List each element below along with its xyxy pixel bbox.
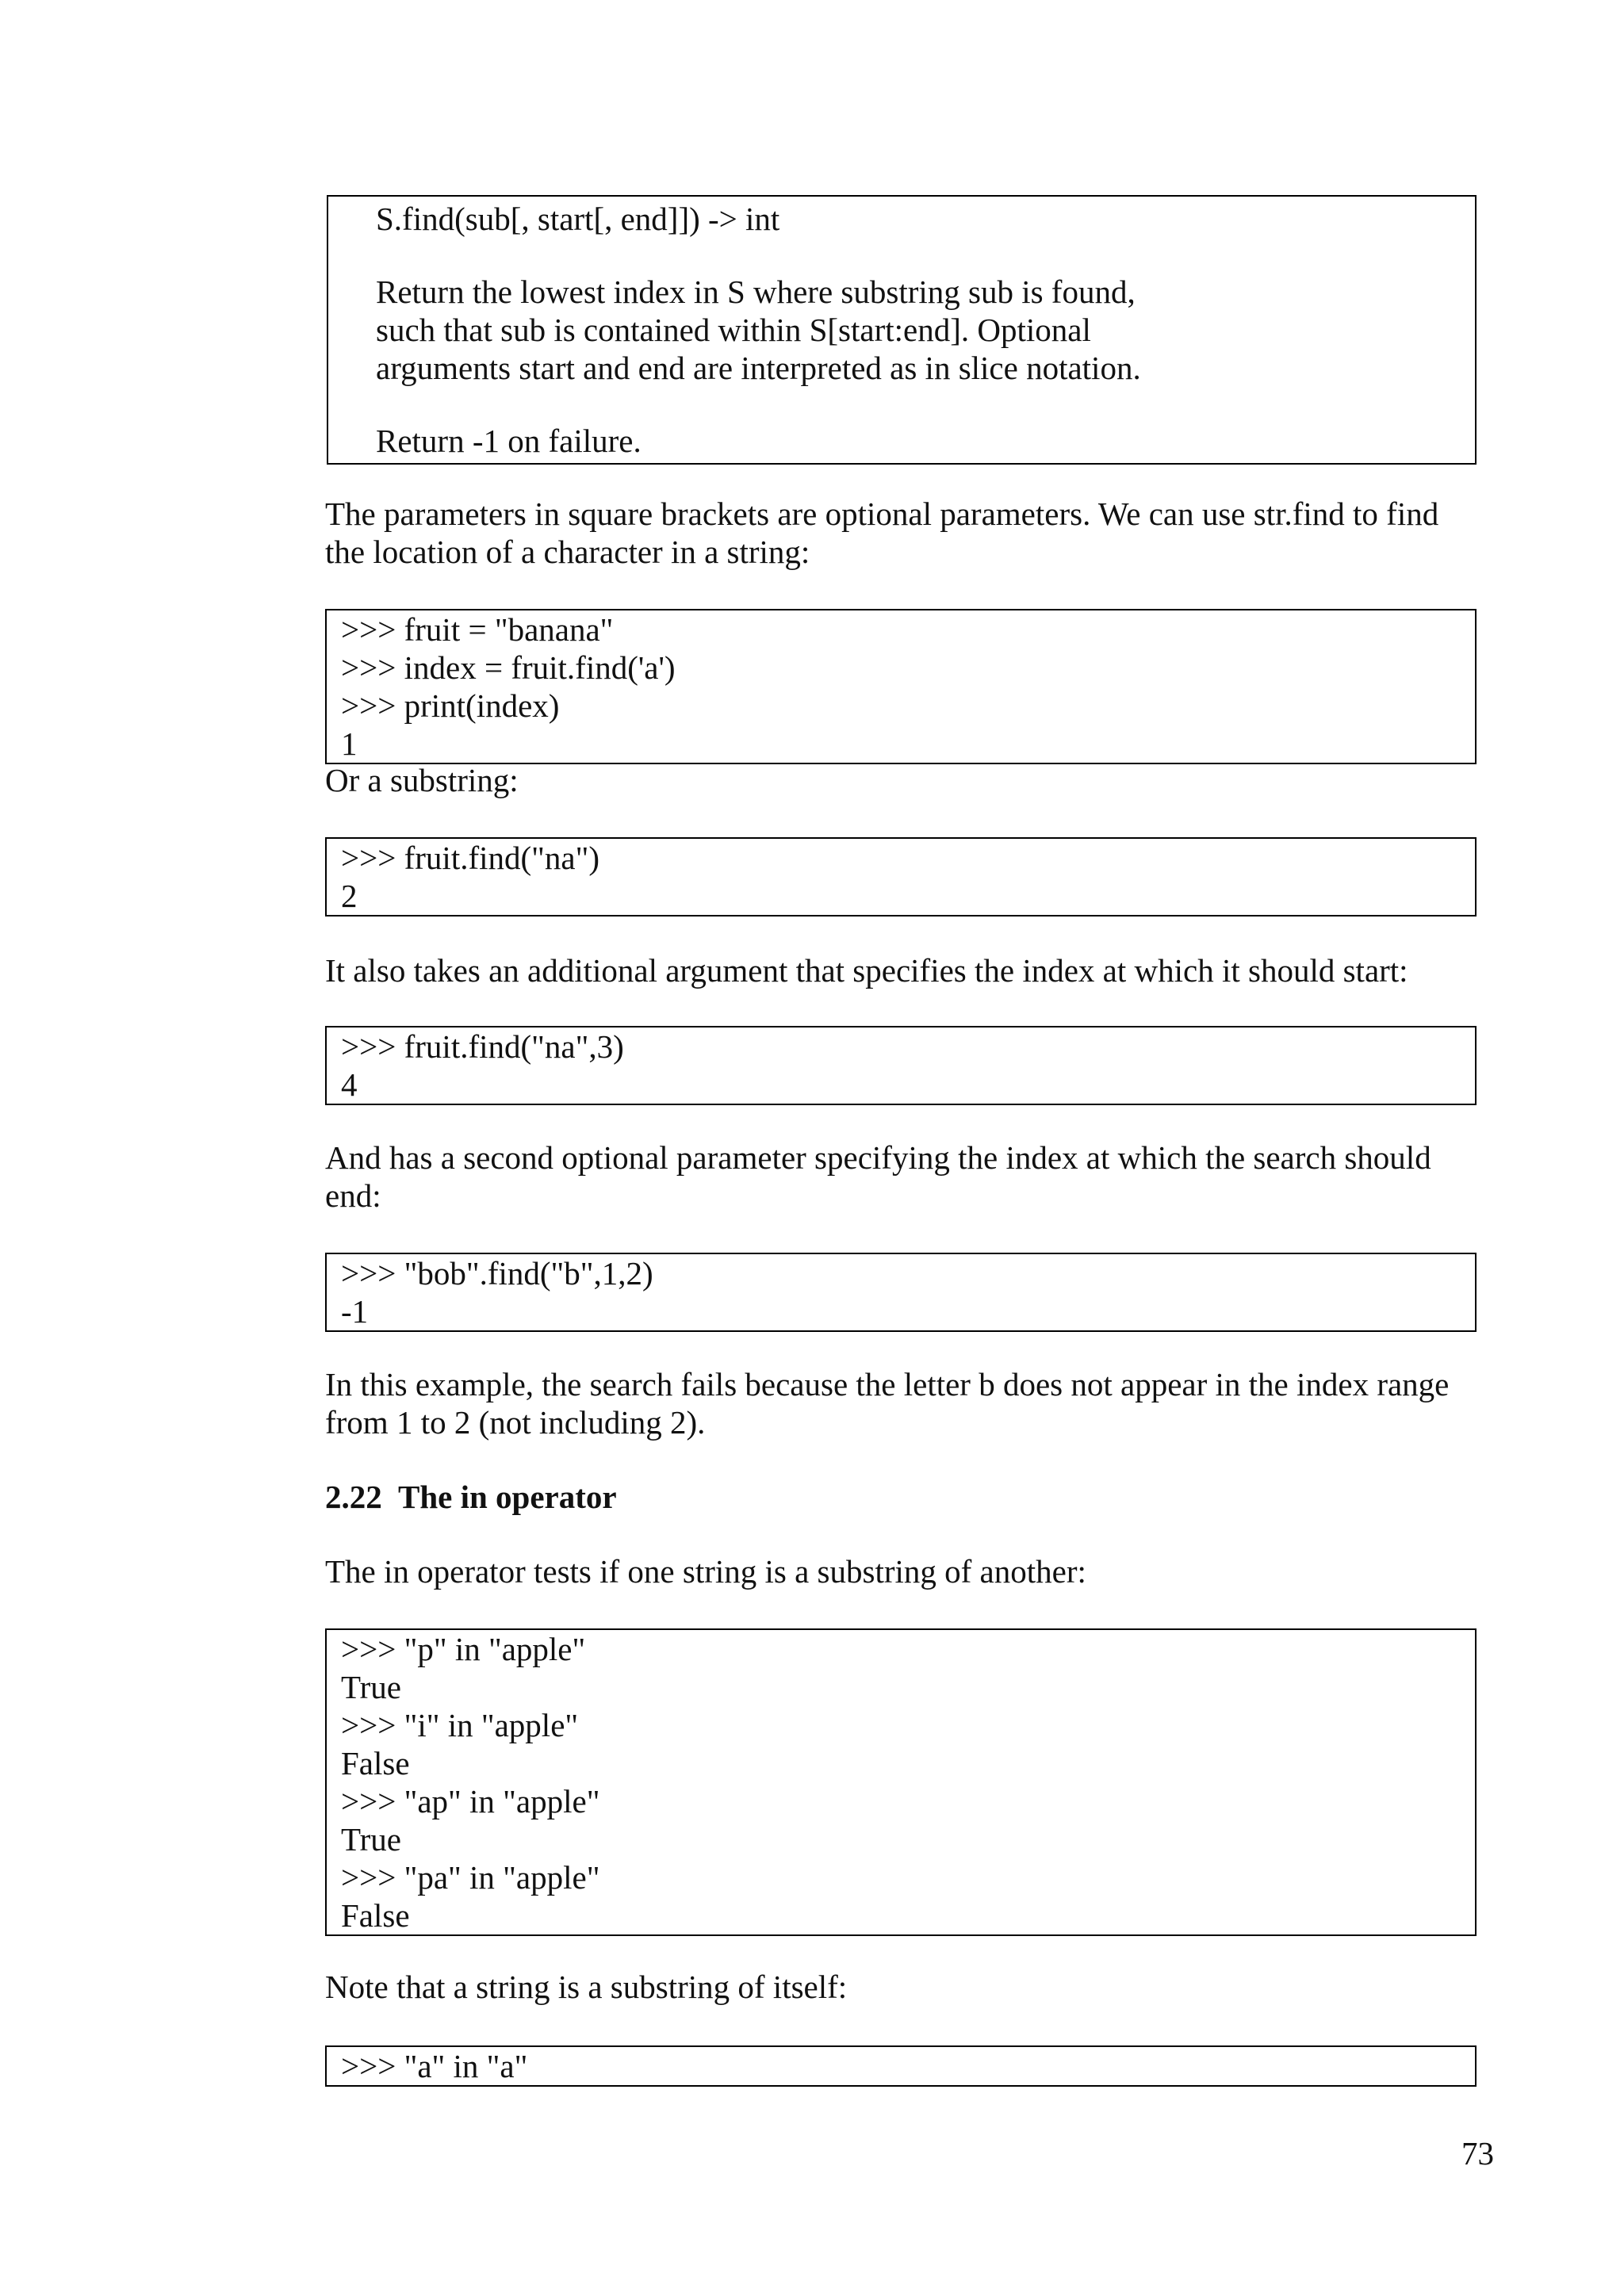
- code-line: 1: [341, 725, 358, 762]
- code-line: 4: [341, 1066, 358, 1103]
- paragraph: [325, 1138, 1483, 1215]
- paragraph-line: end:: [325, 1177, 381, 1214]
- code-line: 2: [341, 878, 358, 914]
- docstring-line: Return -1 on failure.: [376, 423, 642, 459]
- paragraph: [325, 495, 1483, 571]
- code-line: >>> index = fruit.find('a'): [341, 649, 676, 686]
- paragraph-line: And has a second optional parameter specifying the index at which the search should: [325, 1139, 1431, 1176]
- code-box: [325, 1026, 1477, 1105]
- code-line: >>> print(index): [341, 687, 560, 724]
- section-title: The in operator: [398, 1479, 617, 1515]
- docstring-line: such that sub is contained within S[start:end]. Optional: [376, 312, 1091, 348]
- code-line: False: [341, 1745, 410, 1781]
- code-line: >>> "ap" in "apple": [341, 1783, 600, 1820]
- code-line: >>> fruit.find("na"): [341, 840, 599, 876]
- code-box: [325, 609, 1477, 764]
- paragraph-line: from 1 to 2 (not including 2).: [325, 1404, 706, 1441]
- code-box: [325, 1628, 1477, 1936]
- paragraph: Note that a string is a substring of itself:: [325, 1969, 848, 2005]
- paragraph: [325, 1365, 1483, 1441]
- code-line: >>> "i" in "apple": [341, 1707, 579, 1743]
- docstring-line: arguments start and end are interpreted as in slice notation.: [376, 350, 1141, 386]
- code-box: [325, 1253, 1477, 1332]
- code-line: >>> "p" in "apple": [341, 1631, 586, 1667]
- code-box: [325, 2045, 1477, 2087]
- code-line: >>> "pa" in "apple": [341, 1859, 600, 1896]
- paragraph-line: the location of a character in a string:: [325, 534, 810, 570]
- section-heading: [325, 1478, 1483, 1516]
- code-line: >>> "bob".find("b",1,2): [341, 1255, 653, 1292]
- paragraph: Or a substring:: [325, 762, 519, 798]
- page-number: 73: [1461, 2135, 1494, 2172]
- code-line: False: [341, 1897, 410, 1934]
- code-line: -1: [341, 1293, 369, 1330]
- code-box: [325, 837, 1477, 916]
- section-number: 2.22: [325, 1479, 382, 1515]
- paragraph-line: The parameters in square brackets are optional parameters. We can use str.find to find: [325, 496, 1439, 532]
- code-line: >>> "a" in "a": [341, 2048, 528, 2084]
- paragraph: The in operator tests if one string is a substring of another:: [325, 1553, 1086, 1590]
- docstring-line: Return the lowest index in S where substring sub is found,: [376, 274, 1136, 310]
- code-line: True: [341, 1669, 401, 1705]
- paragraph: It also takes an additional argument that specifies the index at which it should start:: [325, 952, 1408, 989]
- docstring-box: [327, 195, 1477, 465]
- code-line: >>> fruit = "banana": [341, 611, 614, 648]
- docstring-line: S.find(sub[, start[, end]]) -> int: [376, 201, 780, 237]
- code-line: True: [341, 1821, 401, 1858]
- code-line: >>> fruit.find("na",3): [341, 1028, 624, 1065]
- paragraph-line: In this example, the search fails because the letter b does not appear in the index range: [325, 1366, 1450, 1402]
